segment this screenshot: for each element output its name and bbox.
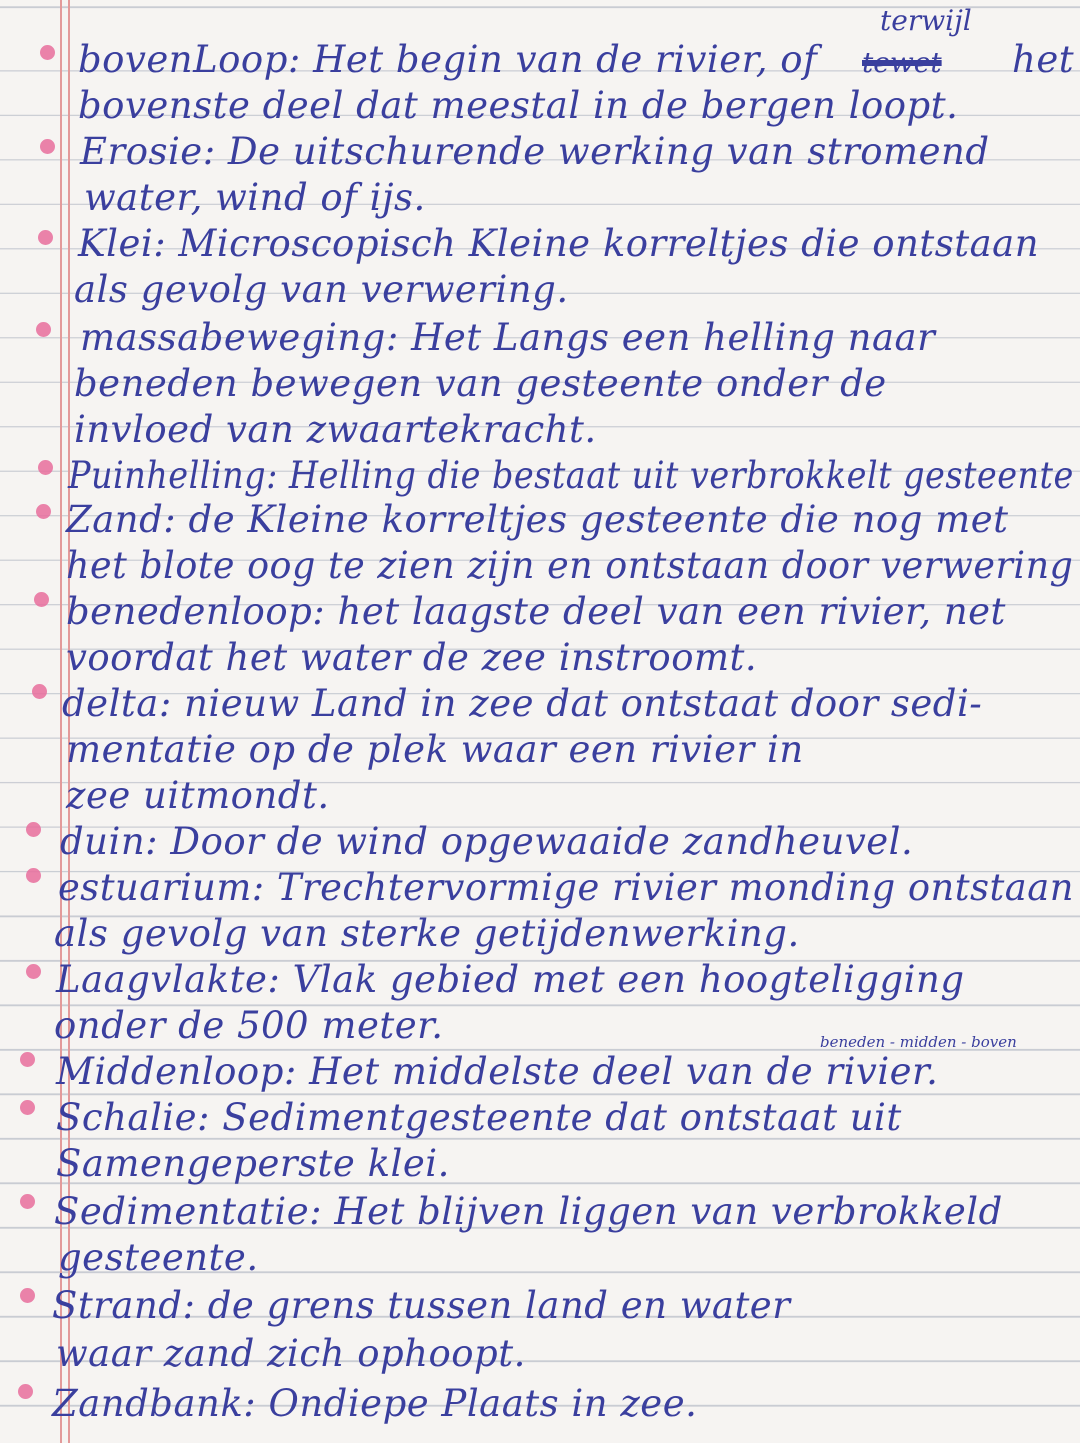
note-line: Strand: de grens tussen land en water [52,1284,791,1327]
note-line: Schalie: Sedimentgesteente dat ontstaat uit [56,1096,902,1139]
note-line: massabeweging: Het Langs een helling naar [80,316,936,359]
note-line: Puinhelling: Helling die bestaat uit verbrokkelt gesteente [68,454,1074,497]
note-line: gesteente. [58,1236,259,1279]
note-line: het [1012,38,1075,81]
annotation-small-note: beneden - midden - boven [820,1033,1017,1051]
note-line: onder de 500 meter. [54,1004,444,1047]
bullet [36,504,51,519]
annotation-crossed-out: tewet [862,46,942,79]
note-line: delta: nieuw Land in zee dat ontstaat door sedi- [62,682,983,725]
bullet [38,230,53,245]
bullet [18,1384,33,1399]
note-line: Zandbank: Ondiepe Plaats in zee. [52,1382,698,1425]
note-line: waar zand zich ophoopt. [56,1332,526,1375]
bullet [32,684,47,699]
bullet [40,45,55,60]
note-line: estuarium: Trechtervormige rivier monding ontstaan [58,866,1074,909]
note-line: benedenloop: het laagste deel van een rivier, net [66,590,1006,633]
note-line: zee uitmondt. [66,774,330,817]
note-line: Laagvlakte: Vlak gebied met een hoogteligging [56,958,965,1001]
annotation-terwijl: terwijl [880,4,972,37]
note-line: voordat het water de zee instroomt. [66,636,758,679]
bullet [26,822,41,837]
note-line: Sedimentatie: Het blijven liggen van verbrokkeld [54,1190,1003,1233]
note-line: Klei: Microscopisch Kleine korreltjes die ontstaan [78,222,1040,265]
bullet [40,139,55,154]
bullet [20,1288,35,1303]
note-line: bovenste deel dat meestal in de bergen loopt. [78,84,959,127]
note-line: invloed van zwaartekracht. [74,408,597,451]
bullet [36,322,51,337]
note-line: het blote oog te zien zijn en ontstaan door verwering [66,544,1074,587]
note-line: Erosie: De uitschurende werking van stromend [80,130,990,173]
bullet [20,1100,35,1115]
note-line: als gevolg van sterke getijdenwerking. [54,912,800,955]
bullet [34,592,49,607]
note-line: Zand: de Kleine korreltjes gesteente die nog met [66,498,1009,541]
note-line: duin: Door de wind opgewaaide zandheuvel. [60,820,914,863]
bullet [26,964,41,979]
note-line: beneden bewegen van gesteente onder de [74,362,887,405]
bullet [20,1194,35,1209]
note-line: als gevolg van verwering. [74,268,569,311]
note-line: mentatie op de plek waar een rivier in [66,728,804,771]
bullet [38,460,53,475]
note-line: water, wind of ijs. [84,176,426,219]
note-line: bovenLoop: Het begin van de rivier, of [78,38,818,81]
bullet [26,868,41,883]
note-line: Middenloop: Het middelste deel van de rivier. [56,1050,939,1093]
bullet [20,1052,35,1067]
note-line: Samengeperste klei. [56,1142,450,1185]
